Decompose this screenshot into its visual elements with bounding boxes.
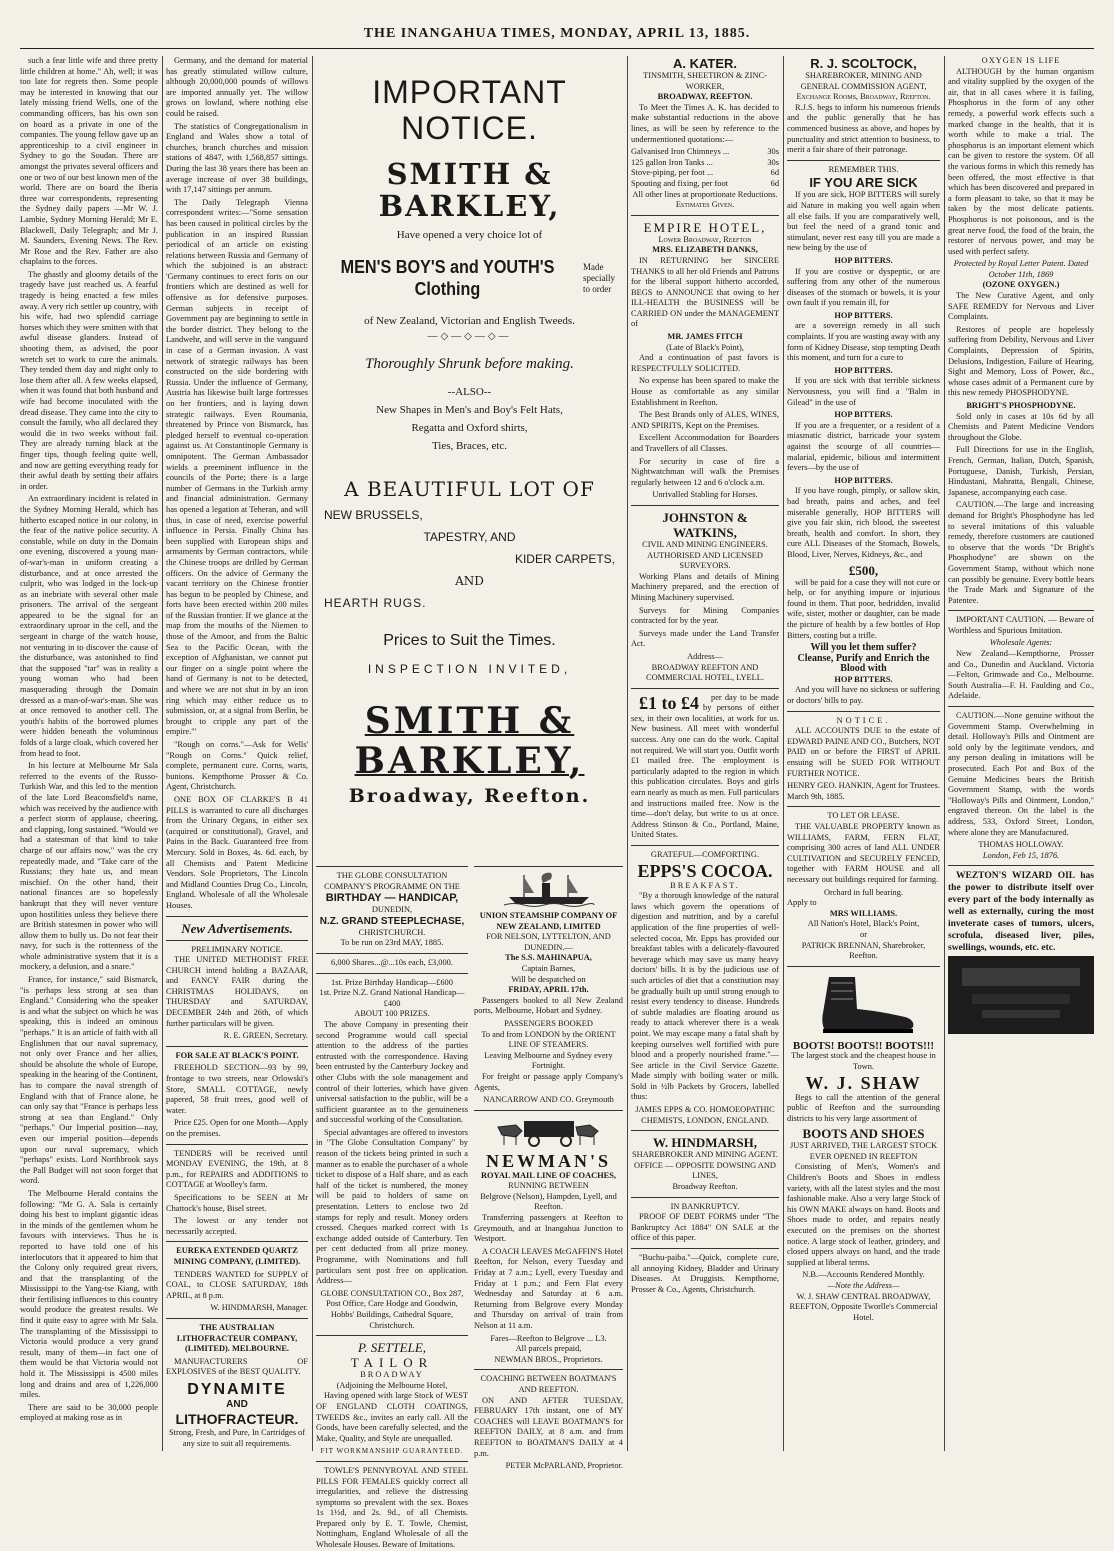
union-date: FRIDAY, APRIL 17th. — [508, 985, 589, 995]
jw-body: Working Plans and details of Mining Machinery prepared, and the erection of Mining Machinery supervised. — [631, 571, 779, 602]
ornament-divider: —◇—◇—◇— — [427, 331, 512, 342]
divider — [948, 865, 1094, 866]
price-row: 125 gallon Iron Tanks ... 30s — [631, 157, 779, 167]
masthead: THE INANGAHUA TIMES, MONDAY, APRIL 13, 1885. — [20, 26, 1094, 49]
kater-price-list — [631, 147, 779, 189]
news-para: France, for instance," said Bismarck, "is perhaps less strong at sea than England." Considering who the speaker is and what the subject on which he was speaking, this is indeed an ominous "perhaps." It is an article of faith with all Englishmen that our naval supremacy, not only over France and her allies, should be absolute the whole of Europe, speaking in the hearing of the Continent, has to compare the naval strength of England with that of France alone, he can only say that "France is perhaps less strong at sea than England." Only "perhaps." Our Imperial position—nay, even our imperial position—depends upon our naval supremacy, which "perhaps" exists. Lord Northbrook says the Pall Budget will not soon forget that word. — [20, 975, 158, 1186]
divider — [631, 1197, 779, 1198]
shaw-nb: N.B.—Accounts Rendered Monthly. — [802, 1270, 925, 1280]
empire-hotel-title: EMPIRE HOTEL, — [643, 219, 767, 235]
hop-bitters-label: HOP BITTERS. — [834, 310, 893, 320]
lithofracteur-title: LITHOFRACTEUR. — [175, 1411, 299, 1428]
ozone-body: Restores of people are hopelessly suffering from Debility, Nervous and Liver Complaints, Depression of Spirits, Delusions, Indigestion, Failure of Hearing, Sight and Memory, Loss of Power, &c., whose cases admit of a Permanent cure by this new remedy PHOSPHODYNE. — [948, 324, 1094, 398]
settele-broadway: BROADWAY — [360, 1370, 424, 1380]
price-row: Stove-piping, per foot ... 6d — [631, 168, 779, 178]
firm-name-large: SMITH & BARKLEY, — [354, 699, 585, 782]
divider — [631, 1248, 779, 1249]
shrunk-line: Thoroughly Shrunk before making. — [365, 355, 574, 372]
divider — [166, 1046, 308, 1047]
column-rule — [312, 56, 313, 1451]
hop-bitters-label: HOP BITTERS. — [834, 255, 893, 265]
bright-directions: Full Directions for use in the English, French, German, Italian, Dutch, Spanish, Portuguese, Danish, Turkish, Persian, Hindustani, Mahratta, Bengali, Chinese, Japanese, accompanying each case. — [948, 445, 1094, 497]
boots-headline: BOOTS! BOOTS!! BOOTS!!! — [792, 1039, 935, 1052]
important-caution: IMPORTANT CAUTION. — Beware of Worthless and Spurious Imitation. — [948, 615, 1094, 635]
divider — [787, 966, 940, 967]
tenders-spec: Specifications to be SEEN at Mr Chattock's house, Bisel street. — [166, 1192, 308, 1213]
kater-trade: TINSMITH, SHEETIRON & ZINC-WORKER, — [643, 71, 767, 91]
divider — [474, 866, 623, 867]
scoltock-address: Exchange Rooms, Broadway, Reefton. — [796, 92, 931, 102]
union-freight: For freight or passage apply Company's Agents, — [474, 1071, 623, 1092]
shaw-body: Begs to call the attention of the general public of Reefton and the surrounding districts to his very large assortment of — [787, 1092, 940, 1123]
dunedin-line: DUNEDIN, — [371, 905, 413, 915]
also-line: --ALSO-- — [447, 385, 492, 398]
hop-para-8: And you will have no sickness or suffering or doctors' bills to pay. — [787, 685, 940, 706]
notice-heading: NOTICE. — [836, 715, 891, 725]
divider — [631, 505, 779, 506]
tenders-lowest: The lowest or any tender not necessarily accepted. — [166, 1216, 308, 1236]
firm-name: SMITH & BARKLEY, — [378, 157, 561, 223]
newman-route: Belgrove (Nelson), Hampden, Lyell, and Reefton. — [480, 1191, 617, 1212]
hindmarsh-office: OFFICE — OPPOSITE DOWSING AND LINES, — [634, 1160, 776, 1181]
let-heading: TO LET OR LEASE. — [827, 811, 900, 821]
mcparland-signature: PETER McPARLAND, Proprietor. — [505, 1461, 623, 1471]
litho-body: MANUFACTURERS OF EXPLOSIVES of the BEST QUALITY. — [166, 1356, 308, 1377]
jw-address-label: Address— — [687, 651, 723, 661]
news-column-2 — [166, 56, 308, 1451]
hop-reward: £500, — [848, 562, 879, 578]
divider — [948, 706, 1094, 707]
protected-line: Protected by Royal Letter Patent. Dated October 11th, 1869 — [953, 259, 1089, 279]
agents-list: New Zealand—Kempthorne, Prosser and Co., Dunedin and Auckland. Victoria—Felton, Grimwade and Co., Melbourne. South Australia—F. H. Faulding and Co., Adelaide. — [948, 649, 1094, 701]
union-heading: UNION STEAMSHIP COMPANY OF NEW ZEALAND, LIMITED — [479, 911, 618, 931]
boot-icon — [809, 973, 919, 1035]
kater-body: To Meet the Times A. K. has decided to make substantial reductions in the above lines, as will be seen by reference to the undermentioned quotations:— — [631, 102, 779, 144]
column-rule — [162, 56, 163, 1451]
regatta-line: Regatta and Oxford shirts, — [411, 421, 528, 434]
pounds-headline: £1 to £4 — [639, 692, 699, 713]
wizard-oil-ad: WEZTON'S WIZARD OIL has the power to distribute itself over every part of the body internally as well as externally, curing the most inveterate cases of tumors, ulcers, scrofula, diseased liver, piles, swellings, wounds, etc. etc. — [948, 871, 1094, 954]
grand-steeplechase: N.Z. GRAND STEEPLECHASE, — [319, 915, 465, 927]
notice-date: March 9th, 1885. — [787, 791, 845, 801]
news-column-1 — [20, 56, 158, 1451]
tapestry-line: TAPESTRY, AND — [423, 529, 516, 544]
bright-heading: BRIGHT'S PHOSPHODYNE. — [966, 401, 1076, 410]
hop-bitters-label: HOP BITTERS. — [834, 410, 893, 420]
scoltock-body: R.J.S. begs to inform his numerous friends and the public generally that he has commenced business as above, and hopes by punctuality and strict attention to business, to merit a fair share of their patronage. — [787, 102, 940, 155]
price-row: Galvanised Iron Chimneys ... 30s — [631, 147, 779, 157]
kater-address: BROADWAY, REEFTON. — [657, 92, 753, 102]
globe-address: GLOBE CONSULTATION CO., Box 287, Post Office, Care Hodge and Goodwin, Hobbs' Buildings, Cathedral Square, Christchurch. — [320, 1288, 464, 1330]
brennan-name: PATRICK BRENNAN, Sharebroker, Reefton. — [801, 940, 926, 961]
union-leaving: Leaving Melbourne and Sydney every Fortnight. — [484, 1050, 613, 1071]
divider — [948, 610, 1094, 611]
steamship-column — [474, 862, 623, 1471]
divider — [316, 1461, 468, 1462]
divider — [316, 866, 468, 867]
empire-address: Lower Broadway, Reefton — [658, 234, 752, 244]
jw-name: JOHNSTON & WATKINS, — [662, 509, 748, 540]
methodist-signature: R. E. GREEN, Secretary. — [223, 1031, 308, 1041]
epps-title: EPPS'S COCOA. — [637, 860, 773, 881]
opened-line: Have opened a very choice lot of — [396, 229, 543, 241]
epps-breakfast: BREAKFAST. — [670, 880, 740, 890]
coaching-heading: COACHING BETWEEN BOATMAN'S AND REEFTON. — [480, 1374, 617, 1394]
clothing-row — [316, 246, 623, 310]
ozone-line: (OZONE OXYGEN.) — [982, 280, 1060, 290]
globe-heading: THE GLOBE CONSULTATION COMPANY'S PROGRAMME ON THE — [324, 871, 460, 891]
prize-1: 1st. Prize Birthday Handicap—£600 — [331, 977, 453, 987]
newman-coach: A COACH LEAVES McGAFFIN'S Hotel Reefton, for Nelson, every Tuesday and Friday at 7 a.m.; Lyell, every Tuesday and Friday at 1 p.m.; and Fern Flat every Wednesday and Saturday at 6 a.m. Returning from Belgrove every Monday and Thursday on arrival of train from Nelson at 11 a.m. — [474, 1246, 623, 1330]
notice-signature: HENRY GEO. HANKIN, Agent for Trustees. — [787, 781, 940, 791]
bright-caution: CAUTION.—The large and increasing demand for Bright's Phosphodyne has led to several imitations of this valuable remedy, therefore customers are cautioned to observe that the words "Dr Bright's Phosphodyne" are shown on the Government Stamp, without which none can possibly be genuine. Every bottle bears the Trade Mark and Signature of the Patentee. — [948, 500, 1094, 605]
let-body: THE VALUABLE PROPERTY known as WILLIAMS, FARM, FERN FLAT, comprising 300 acres of land ALL UNDER CULTIVATION and SECURELY FENCED, together with FARM HOUSE and all necessary out buildings required for farming. — [787, 822, 940, 884]
mrs-williams: MRS WILLIAMS. — [829, 908, 898, 918]
newman-transfer: Transferring passengers at Reefton to Greymouth, and at Inangahua Junction to Westport. — [474, 1213, 623, 1244]
kider-line: KIDER CARPETS, — [514, 551, 615, 566]
tailor-title: TAILOR — [350, 1355, 434, 1371]
empire-accom: Excellent Accommodation for Boarders and Travellers of all Classes. — [631, 433, 779, 453]
news-para: The statistics of Congregationalism in England and Wales show a total of churches, branch churches and mission stations of 4847, with 1,568,857 sittings. During the last 38 years there has been an average increase of over 38 buildings, with 17,147 sittings per annum. — [166, 121, 308, 195]
jw-surveys: Surveys for Mining Companies contracted for by the year. — [631, 605, 779, 626]
divider — [166, 1144, 308, 1145]
sale-body: FREEHOLD SECTION—93 by 99, frontage to two streets, near Orlowski's Store, SMALL COTTAGE, newly papered, 58 fruit trees, good well of water. — [166, 1063, 308, 1115]
union-london: To and from LONDON by the ORIENT LINE OF STEAMERS. — [481, 1029, 616, 1050]
chch-line: CHRISTCHURCH. — [358, 927, 426, 937]
shaw-name: W. J. SHAW — [805, 1072, 922, 1093]
jw-surveys-2: Surveys made under the Land Transfer Act. — [631, 628, 779, 649]
shaw-arrived: JUST ARRIVED, THE LARGEST STOCK EVER OPENED IN REEFTON — [789, 1141, 938, 1161]
eureka-body: TENDERS WANTED for SUPPLY of COAL, to CLOSE SATURDAY, 18th APRIL, at 8 p.m. — [166, 1269, 308, 1300]
newman-parcels: All parcels prepaid, — [515, 1344, 582, 1354]
news-para: There are said to be 30,000 people employed at making rose as in — [20, 1402, 158, 1423]
oxygen-body: ALTHOUGH by the human organism and vitality supplied by the oxygen of the air, that in all cases where it is failing, Phosphorus in the form of any other remedy, a powerful work effects such a marked change in the health, that it is worth while to make a trial. The phosphorus is an important element which can be given to restore the system. Of all the various forms in which this remedy has been offered, the most effective is that which has been discovered and prepared in a form pleasant to take, so that it may be taken by the most delicate patients. Phosphorus is not poisonous, and is the great nerve food, the food of the brain, the restorer of nervous power, and may be used with perfect safety. — [948, 66, 1094, 256]
pounds-body: per day to be made by persons of either sex, in their own localities, at work for us. New business. All meet with wonderful success. Any one can do the work. Capital not required. We will start you. Outfit worth £1 mailed free. The employment is particularly adapted to the region in which this publication circulates. Boys and girls earn nearly as much as men. Full particulars and instructions mailed free. Now is the time—don't delay, but write to us at once. Address Stinson & Co., Portland, Maine, United States. — [631, 692, 779, 840]
newman-royal: ROYAL MAIL LINE OF COACHES, — [480, 1170, 617, 1180]
epps-grateful: GRATEFUL—COMFORTING. — [650, 850, 760, 859]
and-line: AND — [455, 573, 484, 588]
kater-name: A. KATER. — [672, 56, 738, 71]
methodist-notice: THE UNITED METHODIST FREE CHURCH intend holding a BAZAAR, and FANCY FAIR during the CHRISTMAS HOLIDAYS, on THURSDAY and SATURDAY, DECEMBER 24th and 26th, of which further particulars will be given. — [166, 955, 308, 1028]
empire-brands: The Best Brands only of ALES, WINES, AND SPIRITS, Kept on the Premises. — [631, 410, 779, 430]
settele-name: P. SETTELE, — [357, 1340, 427, 1356]
divider — [166, 940, 308, 941]
danks-body: IN RETURNING her SINCERE THANKS to all her old Friends and Patrons for the liberal support hitherto accorded, BEGS to ANNOUNCE that owing to her ILL-HEALTH the BUSINESS will be CARRIED ON under the MANAGEMENT of — [631, 255, 779, 329]
hop-bitters-label: HOP BITTERS. — [834, 475, 893, 485]
hindmarsh-name: W. HINDMARSH, — [653, 1135, 757, 1151]
ads-column-5 — [787, 56, 940, 1451]
prices-line: Prices to Suit the Times. — [383, 631, 556, 649]
ozone-sub: The New Curative Agent, and only SAFE REMEDY for Nervous and Liver Complaints. — [948, 291, 1094, 322]
hop-bitters-label: HOP BITTERS. — [834, 674, 893, 684]
newman-bros: NEWMAN BROS., Proprietors. — [494, 1354, 603, 1364]
divider — [316, 953, 468, 954]
divider — [316, 1335, 468, 1336]
coach-icon — [494, 1115, 604, 1147]
sale-price: Price £25. Open for one Month—Apply on the premises. — [166, 1118, 308, 1138]
williams-hotel: All Nation's Hotel, Black's Point, — [807, 919, 920, 929]
if-you-are-sick: IF YOU ARE SICK — [809, 175, 918, 191]
empire-security: For security in case of fire a Nightwatchman will walk the Premises regularly between 12 and 6 o'clock a.m. — [631, 456, 779, 487]
towle-ad: TOWLE'S PENNYROYAL AND STEEL PILLS FOR FEMALES quickly correct all irregularities, and relieve the distressing symptoms so prevalent with the sex. Boxes 1s 1½d, and 2s. 9d., of all Chemists. Prepared only by E. T. Towle, Chemist, Nottingham, England Wholesale of all the Wholesale Houses. Beware of Imitations. — [316, 1465, 468, 1550]
eureka-heading: EUREKA EXTENDED QUARTZ MINING COMPANY, (LIMITED). — [173, 1246, 301, 1266]
column-rule — [627, 56, 628, 1451]
eureka-signature: W. HINDMARSH, Manager. — [210, 1303, 308, 1313]
birthday-handicap: BIRTHDAY — HANDICAP, — [325, 892, 459, 905]
ads-column-4 — [631, 56, 779, 1451]
hindmarsh-broadway: Broadway Reefton. — [672, 1182, 738, 1192]
smith-barkley-ad — [316, 56, 623, 856]
globe-special: Special advantages are offered to investors in "The Globe Consultation Company" by reason of the tickets being printed in such a manner as to enable the purchaser of a whole ticket to dispose of a Half share, and as each half of the ticket is numbered, the money will be paid to holders of same on presentation. Letters to enclose two 2d stamps for reply and result. Money orders crossed. Cheques marked correct with 1s exchange added outside of Canterbury. Ten per cent deducted from all prize money. Programme, with Nominations and full particulars sent post free on application. Address— — [316, 1127, 468, 1286]
divider — [787, 806, 940, 807]
shaw-consisting: Consisting of Men's, Women's and Children's Boots and Shoes in endless variety, with all the latest styles and the most fashionable make. Also a very large Stock of his OWN MAKE always on hand. Boots and Shoes made to order, and repairs neatly executed on the premises on the shortest notice. A large stock of leather, grindery, and closed uppers always on hand, and the trade supplied at liberal terms. — [787, 1162, 940, 1267]
settele-body: Having opened with large Stock of WEST OF ENGLAND CLOTH COATINGS, TWEEDS &c., invites an early call. All the Goods, have been carefully selected, and the Make, Quality, and Style are unequalled. — [316, 1391, 468, 1443]
boots-sub: The largest stock and the cheapest house in Town. — [791, 1051, 936, 1071]
prelim-notice-heading: PRELIMINARY NOTICE. — [191, 944, 283, 954]
news-para: In his lecture at Melbourne Mr Sala referred to the events of the Russo-Turkish War, and this led to the mention of the late Lord Beaconsfield's name, which was received by the audience with a perfect storm of applause, cheering, and clapping, long sustained. "Would we had a statesman of that kind to take charge of our affairs now," was the cry repeatedly made, and "Take care of the Russians; they hate us, and mean mischief. On the other hand, their national finances are so hopelessly bankrupt that they will never venture upon hostilities unless they believe there are British statesmen in power who will allow them to bully us. Do not fear their navy, for such is the rottenness of the whole administrative system that it is a mockery, a delusion, and a snare." — [20, 761, 158, 972]
newman-running: RUNNING BETWEEN — [508, 1181, 589, 1191]
new-advertisements-heading: New Advertisements. — [181, 920, 293, 936]
hop-para-5: If you are a frequenter, or a resident of a miasmatic district, barricade your system against the scourge of all countries—malarial, epidemic, bilious and intermittent fevers—by the use of — [787, 420, 940, 473]
newman-fares: Fares—Reefton to Belgrove ... L3. — [490, 1333, 607, 1343]
ads-column-6 — [948, 56, 1094, 1451]
rough-on-corns-ad: "Rough on corns."—Ask for Wells' "Rough on Corns." Quick relief, complete, permanent cure. Corns, warts, bunions. Kempthorne Prosser & Co. Agent, Christchurch. — [166, 740, 308, 792]
column-rule — [944, 56, 945, 1451]
settele-guarantee: FIT WORKMANSHIP GUARANTEED. — [320, 1447, 464, 1456]
boots-and-shoes: BOOTS AND SHOES — [802, 1126, 925, 1142]
sale-heading: FOR SALE AT BLACK'S POINT. — [175, 1050, 299, 1060]
hindmarsh-sub: SHAREBROKER AND MINING AGENT. — [632, 1150, 778, 1160]
remember-this: REMEMBER THIS. — [828, 164, 899, 174]
news-para: An extraordinary incident is related in the Sydney Morning Herald, which has hitherto escaped notice in our colony, in the fear of the native police security. A constable, while on duty in the Domain one evening, discovered a young man-of-war's-man in uniform creating a disturbance, and at once arrested the culprit, who was lodged in the lock-up as an inebriate with several other male prisoners. The arrival of the sergeant appeared to be the signal for an extraordinary uproar in the cell, and the sergeant in charge of the watch house, not venturing in to discover the cause of the disturbance, was astonished to find that the supposed "tar" was in reality a young woman who had been masquerading through the Domain dressed as a man-of-war's-man. She was at once removed to another cell. The youth's habits of the borrowed plumes were hidden beneath the voluminous folds of a large cloak, which covered her from head to foot. — [20, 494, 158, 758]
danks-name: MRS. ELIZABETH DANKS, — [652, 245, 758, 255]
bright-body: Sold only in cases at 10s 6d by all Chemists and Patent Medicine Vendors throughout the Globe. — [948, 411, 1094, 442]
hearth-line: HEARTH RUGS. — [324, 595, 427, 610]
steamship-icon — [504, 871, 594, 907]
epps-signature: JAMES EPPS & CO. HOMOEOPATHIC CHEMISTS, LONDON, ENGLAND. — [635, 1105, 775, 1125]
divider — [787, 160, 940, 161]
union-agent: NANCARROW AND CO. Greymouth — [483, 1095, 614, 1105]
holloway-signature: THOMAS HOLLOWAY. — [978, 840, 1064, 850]
hop-para-2: If you are costive or dyspeptic, or are suffering from any other of the numerous diseases of the stomach or bowels, it is your own fault if you remain ill, for — [787, 266, 940, 308]
globe-column — [316, 862, 468, 1550]
broadway-line: Broadway, Reefton. — [348, 784, 591, 807]
kater-other: All other lines at proportionate Reductions. — [632, 189, 778, 199]
engraving-icon — [952, 960, 1090, 1030]
clothing-line: MEN'S BOY'S and YOUTH'S Clothing — [340, 257, 555, 299]
hop-suffer: Will you let them suffer? — [810, 642, 917, 654]
wholesale-agents: Wholesale Agents: — [989, 638, 1053, 648]
coaching-body: ON AND AFTER TUESDAY, FEBRUARY 17th instant, one of MY COACHES will LEAVE BOATMAN'S for REEFTON DAILY, at 8 a.m. and from REEFTON to BOATMAN'S DAILY at 4 p.m. — [474, 1395, 623, 1458]
important-notice-title: IMPORTANT NOTICE. — [372, 74, 567, 146]
clarkes-pills-ad: ONE BOX OF CLARKE'S B 41 PILLS is warranted to cure all discharges from the Urinary Organs, in either sex (acquired or constitutional), Gravel, and Pains in the Back. Guaranteed free from Mercury. Sold in Boxes, 4s. 6d. each, by all Chemists and Patent Medicine Vendors. Sole Proprietors, The Lincoln and Midland Counties Drug Co., Lincoln, England. Wholesale of all the Wholesale Houses. — [166, 794, 308, 910]
union-despatch: Will be despatched on — [511, 974, 586, 984]
shaw-address: W. J. SHAW CENTRAL BROADWAY, REEFTON, Opposite Tworlle's Commercial Hotel. — [789, 1291, 938, 1322]
settele-adjoin: (Adjoining the Melbourne Hotel, — [336, 1380, 448, 1390]
divider — [631, 215, 779, 216]
union-ports: FOR NELSON, LYTTELTON, AND DUNEDIN.— — [486, 932, 611, 952]
globe-body: The above Company in presenting their second Programme would call special attention to the address of the parties entrusted with the correspondence. Having been entrusted by the Canterbury Jockey and other Clubs with the sole management and control of their lotteries, which have given universal satisfaction to the public, will be a sufficient guarantee as to the genuineness and successful working of the Consultation. — [316, 1019, 468, 1125]
hop-para-7: will be paid for a case they will not cure or help, or for anything impure or injurious found in them. That poor, bedridden, invalid wife, sister, mother or daughter, can be made the picture of health by a few bottles of Hop Bitters, costing but a trifle. — [787, 577, 940, 640]
orchard-line: Orchard in full bearing. — [823, 887, 904, 897]
prizes-count: ABOUT 100 PRIZES. — [354, 1009, 430, 1019]
holloway-date: London, Feb 15, 1876. — [982, 850, 1060, 860]
newman-title: NEWMAN'S — [485, 1150, 611, 1171]
bankruptcy-heading: IN BANKRUPTCY. — [670, 1201, 740, 1211]
buchu-ad: "Buchu-paiba."—Quick, complete cure, all annoying Kidney, Bladder and Urinary Diseases. At Druggists. Kempthorne, Prosser & Co., Agents, Christchurch. — [631, 1253, 779, 1294]
divider — [474, 1369, 623, 1370]
litho-tail: Strong, Fresh, and Pure, In Cartridges of any size to suit all requirements. — [168, 1428, 306, 1449]
hop-para-4: If you are sick with that terrible sickness Nervousness, you will find a "Balm in Gilead" in the use of — [787, 376, 940, 407]
news-para: such a fear little wife and three pretty little children at home." Ah, well; it was too late for regrets then. Some people may be interested in knowing that our lately missing friend Wells, one of the commanding officers, has his own son on board as a private in one of the companies. The young fellow gave up an apprenticeship to a civil engineer in Sydney to go the Soudan. There are amongst the privates several officers and one or two of our best known men of the world. There are on board the Iberia three war correspondents, representing the Sydney daily papers —Mr W. J. Lambie, Sydney Morning Herald; Mr E. Blackwell, Daily Telegraph; and Mr J. M. Saunders, Evening News. The Rev. Mr Rose and the Rev. Father are also chaplains to the forces. — [20, 56, 158, 267]
prize-2: 1st. Prize N.Z. Grand National Handicap—£400 — [319, 988, 465, 1008]
empire-expense: No expense has been spared to make the House as comfortable as any similar Establishment in Reefton. — [631, 376, 779, 407]
jw-address: BROADWAY REEFTON AND COMMERCIAL HOTEL, LYELL. — [646, 662, 764, 683]
apply-line: Apply to — [787, 898, 817, 908]
hop-para-1: If you are sick, HOP BITTERS will surely aid Nature in making you well again when all else fails. If you are comparatively well, but feel the need of a grand tonic and stimulant, never rest easy till you are made a new being by the use of — [787, 190, 940, 253]
union-ship: The S.S. MAHINAPUA, — [505, 953, 592, 963]
jw-sub: CIVIL AND MINING ENGINEERS. AUTHORISED AND LICENSED SURVEYORS. — [642, 539, 768, 571]
litho-heading: THE AUSTRALIAN LITHOFRACTEUR COMPANY, (LIMITED). MELBOURNE. — [176, 1322, 298, 1354]
beautiful-line: A BEAUTIFUL LOT OF — [344, 476, 595, 501]
hop-para-3: are a sovereign remedy in all such complaints. If you are wasting away with any form of Kidney Disease, stop tempting Death this moment, and turn for a cure to — [787, 321, 940, 363]
union-captain: Captain Barnes, — [521, 963, 576, 973]
tweeds-line: of New Zealand, Victorian and English Tweeds. — [364, 315, 575, 327]
divider — [631, 845, 779, 846]
run-date: To be run on 23rd MAY, 1885. — [340, 938, 444, 948]
hop-para-6: If you have rough, pimply, or sallow skin, bad breath, pains and aches, and feel miserable generally, HOP BITTERS will give you fair skin, rich blood, the sweetest breath, health and comfort. In short, they cure ALL Diseases of the Stomach, Bowels, Blood, Liver, Nerves, Kidneys, &c., and — [787, 486, 940, 559]
scoltock-sub: SHAREBROKER, MINING AND GENERAL COMMISSION AGENT, — [800, 71, 927, 91]
fitch-sub: (Late of Black's Point), — [666, 342, 744, 352]
notice-body: ALL ACCOUNTS DUE to the estate of EDWARD PAINE AND CO., Butchers, NOT PAID on or before the FIRST of APRIL ensuing will be SUED FOR WITHOUT FURTHER NOTICE. — [787, 726, 940, 778]
divider — [166, 1241, 308, 1242]
holloway-caution: CAUTION.—None genuine without the Government Stamp. Overwhelming in detail. Holloway's Pills and Ointment are sold only by the legitimate vendors, and any person dealing in imitations will be prosecuted. Each Pot and Box of the Genuine Medicines bears the British Government Stamp, with the words "Holloway's Pills and Ointment, London," engraved thereon. On the label is the address, 533, Oxford Street, London, where alone they are Manufactured. — [948, 711, 1094, 837]
divider — [316, 973, 468, 974]
shares-line: 6,000 Shares...@...10s each, £3,000. — [331, 957, 453, 967]
empire-stabling: Unrivalled Stabling for Horses. — [652, 490, 758, 500]
bankruptcy-body: PROOF OF DEBT FORMS under "The Bankruptcy Act 1884" ON SALE at the office of this paper. — [631, 1212, 779, 1243]
divider — [787, 711, 940, 712]
hop-cleanse: Cleanse, Purify and Enrich the Blood with — [797, 652, 930, 675]
litho-and: AND — [226, 1398, 248, 1410]
union-booked: PASSENGERS BOOKED — [504, 1018, 593, 1028]
hop-bitters-label: HOP BITTERS. — [834, 365, 893, 375]
news-para: The Melbourne Herald contains the following: "Mr G. A. Sala is certainly doing his best to implant gigantic ideas in the minds of the gentlemen whom he favours with interviews. Thus he is reported to have told one of his interlocutors that it appeared to him that the Colony only required great rivers, and that the transplanting of the Mississippi to the Yang-tse Kiang, with their fertilising influences to this country would produce the greatest results. We find it quite easy to agree with Mr Sala. The transplanting of the Mississippi to Victoria would produce a very grand result, many of them—in fact one of them would be that Victoria would not hold it. The Mississippi is 4500 miles long and drains and area of 1,226,000 miles. — [20, 1188, 158, 1400]
divider — [166, 1318, 308, 1319]
news-para: Germany, and the demand for material has greatly stimulated willow culture, although 20,000,000 pounds of willows are imported annually yet. The willow grows on lowland, where nothing else could be raised. — [166, 56, 308, 118]
shaw-note: —Note the Address— — [827, 1281, 900, 1290]
scoltock-name: R. J. SCOLTOCK, — [810, 56, 917, 71]
divider — [474, 1110, 623, 1111]
dark-ad-block — [948, 956, 1094, 1034]
news-para: The Daily Telegraph Vienna correspondent writes:—"Some sensation has been caused in political circles by the publication in an inspired Russian periodical of an article on existing relations between Russia and Germany of which the subjoined is an abstract: 'Germany continues to erect forts on our frontiers which are destined as well for offensive as for defensive purposes. German subjects in receipt of Government pay are beginning to settle in the border district. They belong to the Landwehr, and will serve in the vanguard in case of a German invasion. A vast network of strategic railways has been constructed on the side bordering with Russia. Under the influence of Germany, Austria has likewise built large fortresses on her frontiers, and is laying down strategic railways. Even Roumania, threatened by Prince von Bismarck, has pledged herself to eventual co-operation against us. At Constantinople Germany is omnipotent. The German Ambassador wields a preeminent influence in the councils of the Porte; there is a large number of Germans in the Turkish army and financial administration. Germany has opened a legation at Teheran, and will thus, in case of need, exercise powerful influence in Persia. Finally China has been supplied with European ships and armaments by German contractors, while the Chinese troops are drilled by German officers. On the advice of Germany the vacant territory on the Chinese frontier has begun to be peopled by Chinese, and forts have been erected within 200 miles of the Russian frontier. If we glance at the map from the mouths of the Niemen to those of the Amoor, and from the Baltic Sea to the Pacific Ocean, with the exception of Afghanistan, we cannot put our finger on a single point where the hand of Germany is not to be detected, and where we are not shut in by an iron ring which may either reduce us to submission, or, at a signal from Berlin, be brought to cripple any part of the empire.'" — [166, 197, 308, 737]
oxygen-heading: OXYGEN IS LIFE — [981, 56, 1061, 65]
made-to-order: Made specially to order — [583, 261, 615, 294]
union-passengers: Passengers booked to all New Zealand ports, Melbourne, Hobart and Sydney. — [474, 995, 623, 1016]
ties-line: Ties, Braces, etc. — [431, 439, 508, 452]
inspection-line: INSPECTION INVITED, — [367, 661, 572, 676]
divider — [631, 1130, 779, 1131]
fitch-tail: And a continuation of past favors is RESPECTFULLY SOLICITED. — [631, 353, 779, 373]
price-row: Spouting and fixing, per foot 6d — [631, 178, 779, 188]
fitch-name: MR. JAMES FITCH — [667, 332, 743, 342]
divider — [631, 688, 779, 689]
shapes-line: New Shapes in Men's and Boy's Felt Hats, — [376, 403, 563, 416]
divider — [166, 916, 308, 917]
or-line: or — [860, 929, 867, 939]
epps-body: "By a thorough knowledge of the natural laws which govern the operations of digestion and nutrition, and by a careful application of the fine properties of well-selected cocoa, Mr. Epps has provided our breakfast tables with a delicately-flavoured beverage which may save us many heavy doctors' bills. It is by the judicious use of such articles of diet that a constitution may be gradually built up until strong enough to resist every tendency to disease. Hundreds of subtle maladies are floating around us ready to attack wherever there is a weak point. We may escape many a fatal shaft by keeping ourselves well fortified with pure blood and a properly nourished frame."—See article in the Civil Service Gazette. Made simply with boiling water or milk. Sold in ½lb Packets by Grocers, labelled thus: — [631, 891, 779, 1102]
tenders-body: TENDERS will be received until MONDAY EVENING, the 19th, at 8 p.m., for REPAIRS and ADDITIONS to COTTAGE at Woolley's farm. — [166, 1148, 308, 1190]
kater-estimates: Estimates Given. — [675, 200, 735, 210]
column-rule — [783, 56, 784, 1451]
news-para: The ghastly and gloomy details of the tragedy have just reached us. A fearful tragedy is being enacted a few miles away. A very rich settler up country, with his wife, had two splendid carriage horses which they were smitten with that awful disease glanders. Instead of shooting them, as advised, the poor wretch set to work to cure the animals. They tended them day and night only to lose them after all. A few weeks elapsed, when it was found that both husband and wife had become inoculated with the dread disease. They came into the city to consult the family, who all declared they would die in two weeks without fail. They are already turning black at the finger tips, though feeling quite well, and now are getting everything ready for their awful death by setting their affairs in order. — [20, 269, 158, 491]
brussels-line: NEW BRUSSELS, — [324, 507, 423, 522]
dynamite-title: DYNAMITE — [187, 1380, 287, 1398]
